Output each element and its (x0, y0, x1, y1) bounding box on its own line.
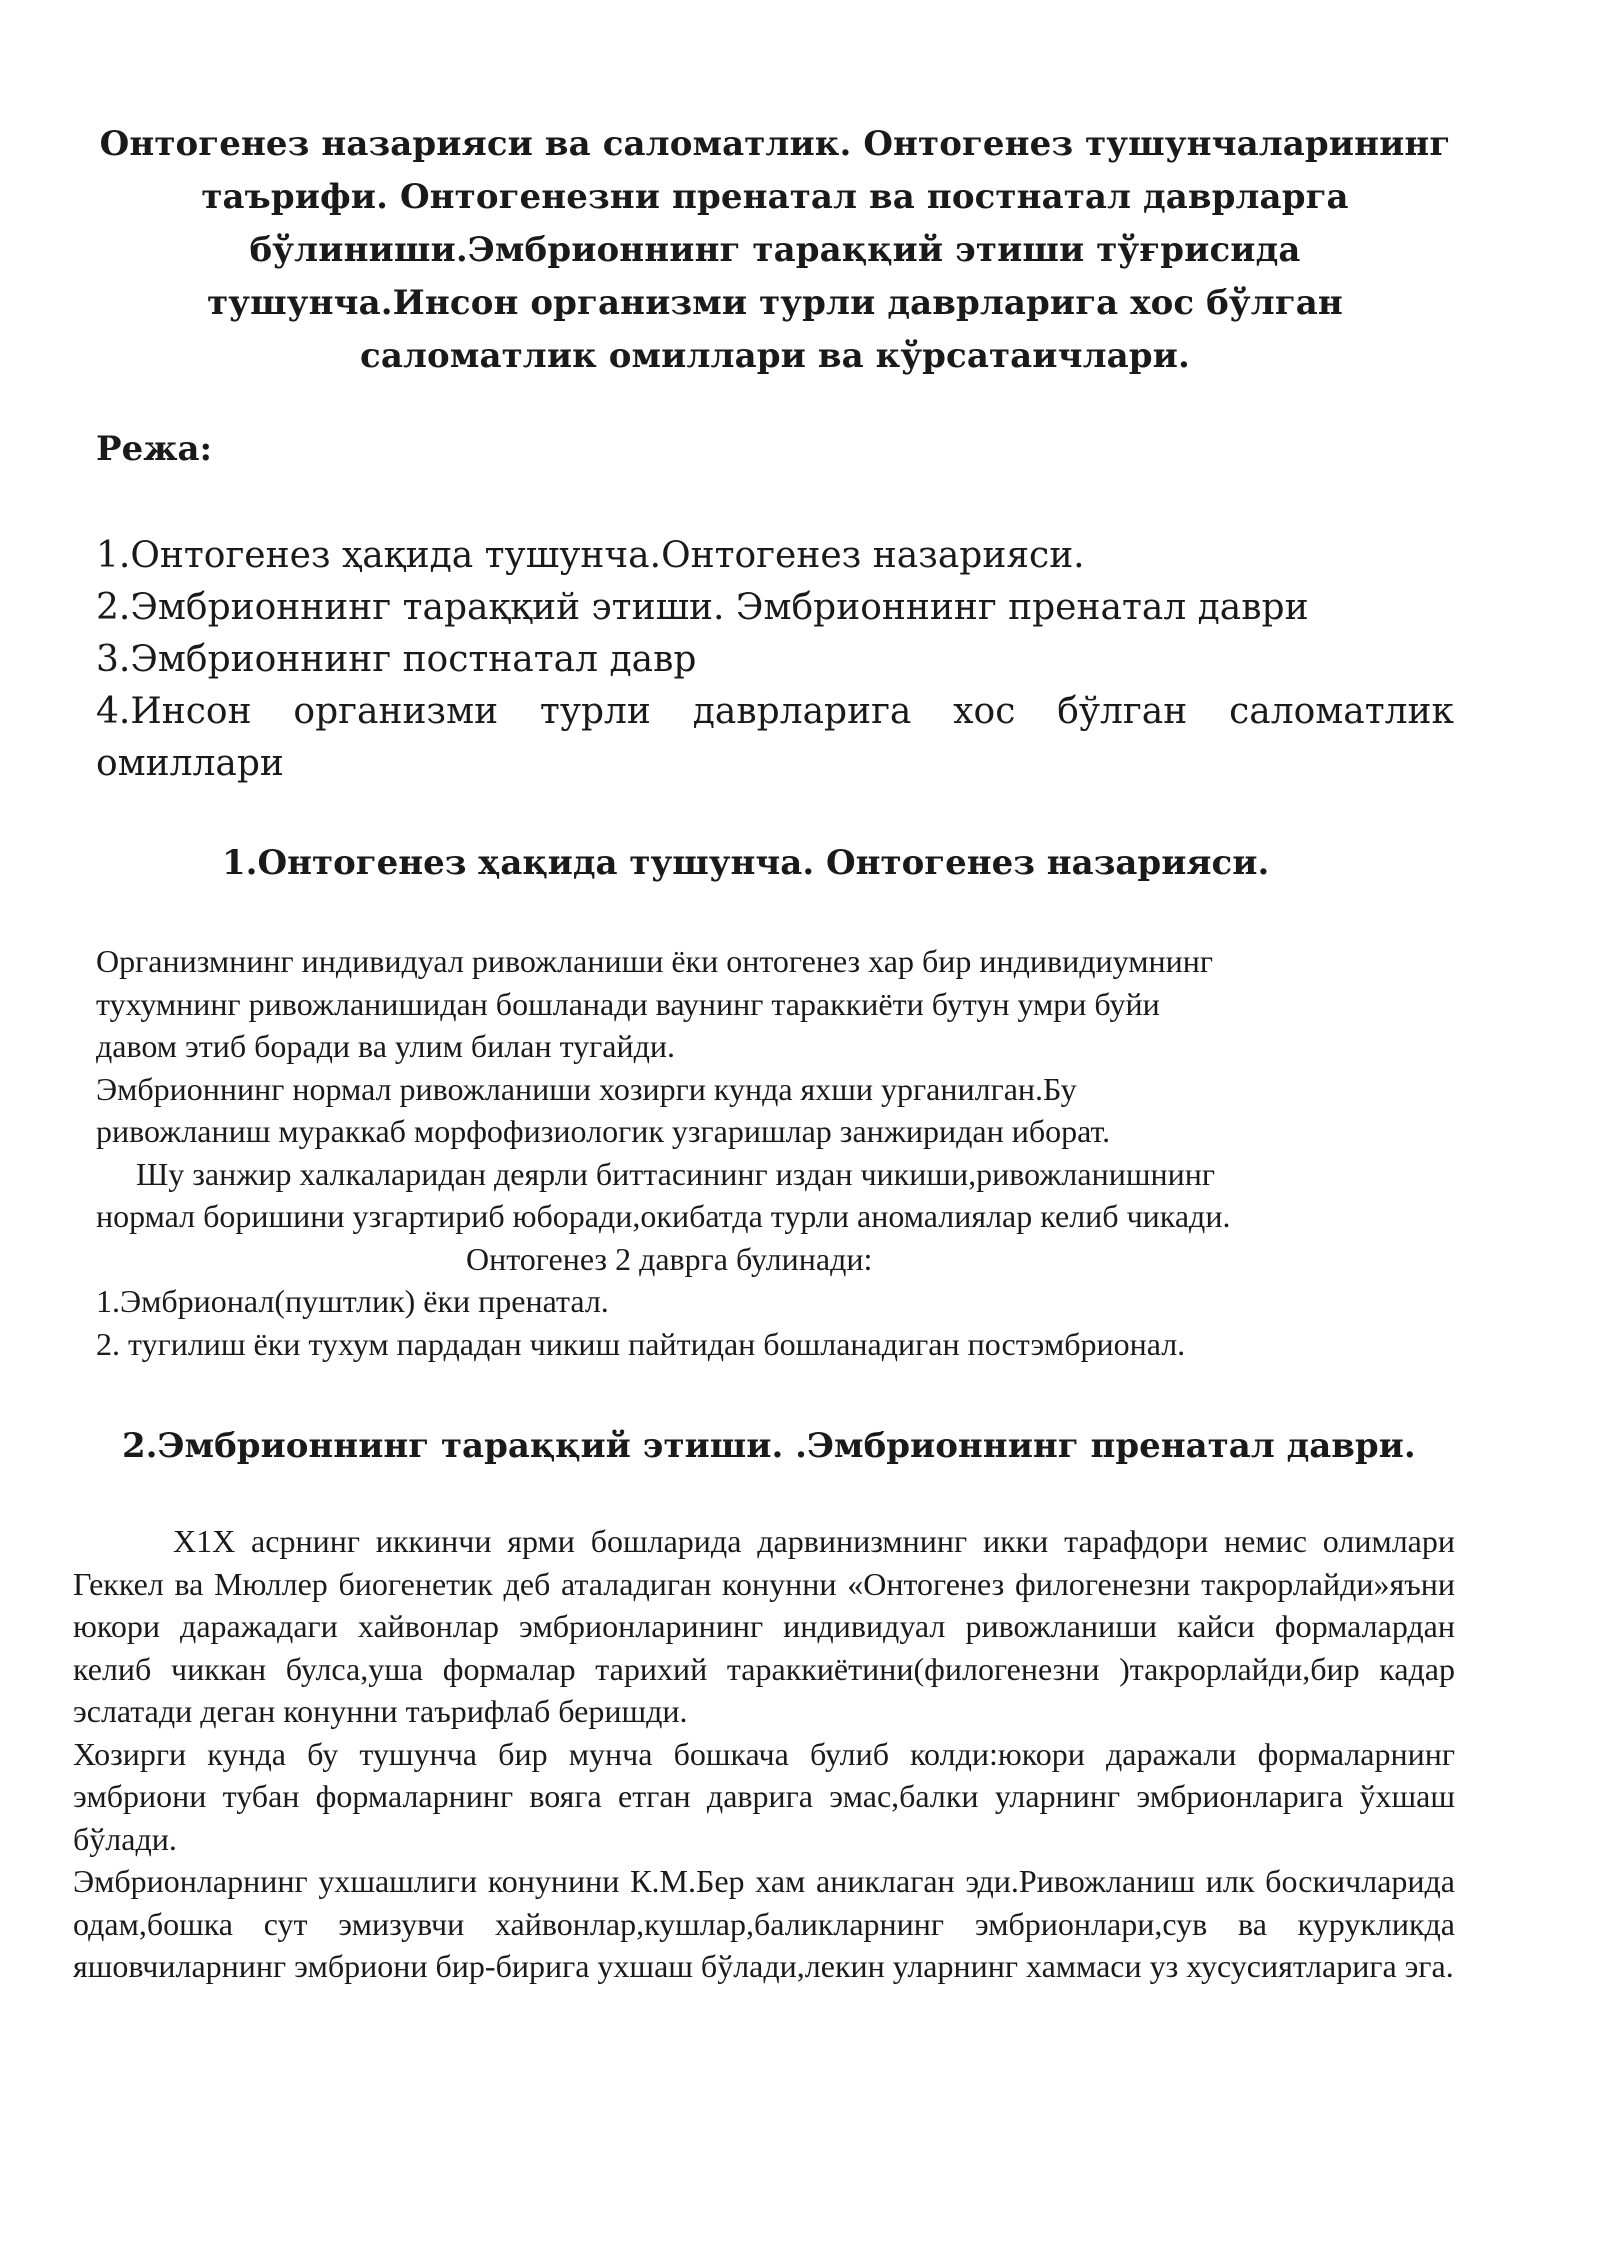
periods-intro: Онтогенез 2 даврга булинади: (466, 1240, 873, 1277)
paragraph-line: давом этиб боради ва улим билан тугайди. (96, 1028, 675, 1064)
plan-list (96, 530, 1454, 790)
section2-body (73, 1520, 1455, 1988)
section1-body (96, 940, 1496, 1365)
period-item: 2. тугилиш ёки тухум пардадан чикиш пайтидан бошланадиган постэмбрионал. (96, 1325, 1186, 1362)
paragraph: Хозирги кунда бу тушунча бир мунча бошкача булиб колди:юкори даражали формаларнинг эмбриони тубан формаларнинг вояга етган даврига эмас,балки уларнинг эмбрионларига ўхшаш бўлади. (73, 1735, 1455, 1857)
paragraph-line: Эмбрионнинг нормал ривожланиши хозирги кунда яхши урганилган.Бу (96, 1070, 1077, 1107)
paragraph-line: Организмнинг индивидуал ривожланиши ёки онтогенез хар бир индивидиумнинг (96, 943, 1213, 979)
period-item: 1.Эмбрионал(пуштлик) ёки пренатал. (96, 1283, 609, 1319)
section2-heading: 2.Эмбрионнинг тараққий этиши. .Эмбрионнинг пренатал даври. (122, 1426, 1416, 1466)
paragraph: Х1Х асрнинг иккинчи ярми бошларида дарвинизмнинг икки тарафдори немис олимлари Геккел ва Мюллер биогенетик деб аталадиган конунни «Онтогенез филогенезни такрорлайди»яъни юкори даражадаги хайвонлар эмбрионларининг индивидуал ривожланиши кайси формалардан келиб чиккан булса,уша формалар тарихий тараккиётини(филогенезни )такрорлайди,бир кадар эслатади деган конунни таърифлаб беришди. (73, 1523, 1455, 1729)
plan-item: 1.Онтогенез ҳақида тушунча.Онтогенез назарияси. (96, 535, 1085, 576)
plan-heading: Режа: (96, 429, 213, 469)
paragraph-line: тухумнинг ривожланишидан бошланади ваунинг тараккиёти бутун умри буйи (96, 985, 1160, 1022)
document-title: Онтогенез назарияси ва саломатлик. Онтогенез тушунчаларининг таърифи. Онтогенезни пренатал ва постнатал даврларга бўлиниши.Эмбрионнинг тараққий этиши тўғрисида тушунча.Инсон организми турли даврларига хос бўлган саломатлик омиллари ва кўрсатаичлари. (99, 124, 1451, 376)
plan-item: 2.Эмбрионнинг тараққий этиши. Эмбрионнинг пренатал даври (96, 587, 1309, 628)
paragraph-line: ривожланиш мураккаб морфофизиологик узгаришлар занжиридан иборат. (96, 1113, 1111, 1149)
paragraph-line: нормал боришини узгартириб юборади,окибатда турли аномалиялар келиб чикади. (96, 1198, 1231, 1234)
paragraph: Эмбрионларнинг ухшашлиги конунини К.М.Бер хам аниклаган эди.Ривожланиш илк боскичларида одам,бошка сут эмизувчи хайвонлар,кушлар,баликларнинг эмбрионлари,сув ва курукликда яшовчиларнинг эмбриони бир-бирига ухшаш бўлади,лекин уларнинг хаммаси уз хусусиятларига эга. (73, 1863, 1455, 1984)
plan-item: 3.Эмбрионнинг постнатал давр (96, 639, 697, 680)
plan-item: 4.Инсон организми турли даврларига хос бўлган саломатлик омиллари (96, 691, 1454, 784)
paragraph-line: Шу занжир халкаларидан деярли биттасининг издан чикиши,ривожланишнинг (136, 1155, 1215, 1192)
section1-heading: 1.Онтогенез ҳақида тушунча. Онтогенез назарияси. (222, 843, 1270, 883)
